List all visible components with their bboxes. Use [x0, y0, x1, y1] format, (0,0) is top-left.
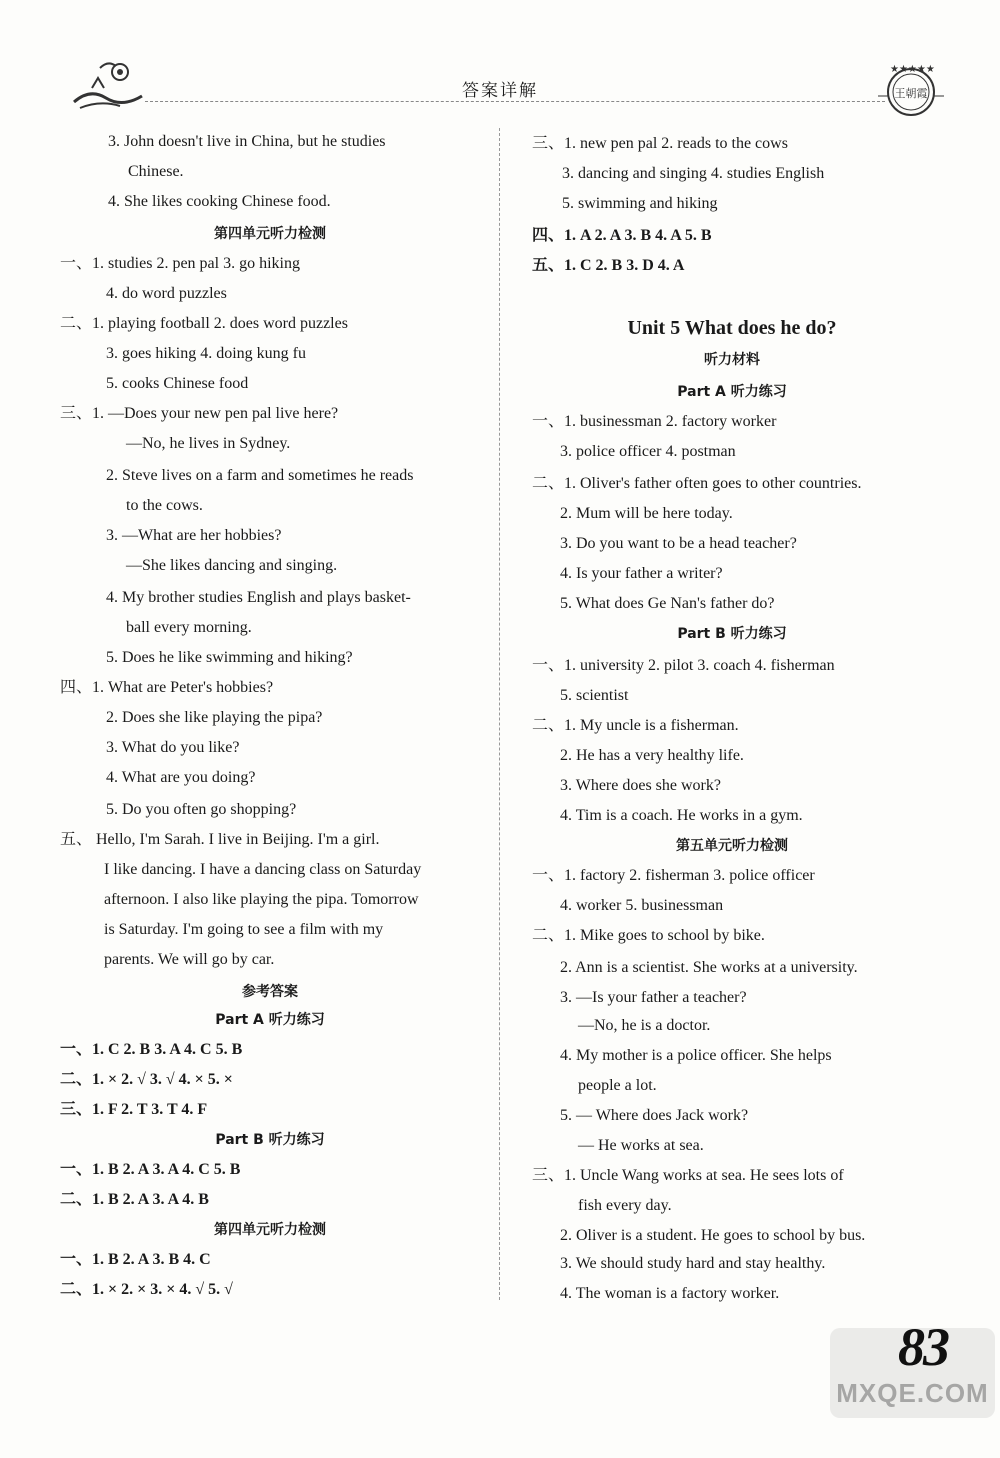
answer-line: 4. My brother studies English and plays basket-: [106, 589, 411, 606]
answer-line: 一、1. B 2. A 3. A 4. C 5. B: [60, 1161, 241, 1178]
answer-line: 三、1. F 2. T 3. T 4. F: [60, 1101, 208, 1118]
answer-line: Chinese.: [128, 163, 184, 180]
answer-line: —No, he lives in Sydney.: [126, 435, 291, 452]
answer-line: 4. She likes cooking Chinese food.: [108, 193, 331, 210]
answer-line: people a lot.: [578, 1077, 657, 1094]
answer-line: 一、1. factory 2. fisherman 3. police officer: [532, 867, 815, 884]
answer-line: 3. Do you want to be a head teacher?: [560, 535, 797, 552]
section-heading: Part A 听力练习: [215, 1012, 325, 1028]
header-title: 答案详解: [462, 81, 538, 101]
answer-line: 一、1. B 2. A 3. B 4. C: [60, 1251, 211, 1268]
answer-line: 一、1. C 2. B 3. A 4. C 5. B: [60, 1041, 243, 1058]
answer-line: 2. Steve lives on a farm and sometimes he reads: [106, 467, 414, 484]
answer-line: 4. What are you doing?: [106, 769, 256, 786]
section-heading: 参考答案: [242, 984, 298, 1000]
answer-line: 二、1. Oliver's father often goes to other countries.: [532, 475, 862, 492]
answer-line: 3. dancing and singing 4. studies English: [562, 165, 825, 182]
answer-line: afternoon. I also like playing the pipa. Tomorrow: [104, 891, 419, 908]
unit-title: Unit 5 What does he do?: [627, 317, 837, 339]
section-heading: Part A 听力练习: [677, 384, 787, 400]
answer-line: 4. My mother is a police officer. She helps: [560, 1047, 832, 1064]
answer-line: 三、1. Uncle Wang works at sea. He sees lots of: [532, 1167, 844, 1184]
answer-line: parents. We will go by car.: [104, 951, 275, 968]
answer-line: 四、1. What are Peter's hobbies?: [60, 679, 274, 696]
section-heading: 第四单元听力检测: [214, 226, 326, 242]
answer-line: 二、1. B 2. A 3. A 4. B: [60, 1191, 209, 1208]
answer-line: is Saturday. I'm going to see a film with my: [104, 921, 384, 938]
svg-text:★★★★★: ★★★★★: [890, 64, 935, 75]
answer-line: ball every morning.: [126, 619, 252, 636]
publisher-seal-icon: [876, 60, 946, 118]
watermark: MXQE.COM: [830, 1328, 995, 1418]
section-heading: 听力材料: [704, 352, 760, 368]
answer-line: 二、1. × 2. × 3. × 4. √ 5. √: [60, 1281, 233, 1298]
answer-line: 二、1. playing football 2. does word puzzles: [60, 315, 348, 332]
answer-line: 4. Tim is a coach. He works in a gym.: [560, 807, 803, 824]
section-heading: Part B 听力练习: [215, 1132, 325, 1148]
answer-line: 三、1. new pen pal 2. reads to the cows: [532, 135, 788, 152]
section-heading: 第四单元听力检测: [214, 1222, 326, 1238]
answer-line: 3. police officer 4. postman: [560, 443, 736, 460]
answer-line: 5. cooks Chinese food: [106, 375, 249, 392]
answer-line: 2. Oliver is a student. He goes to school by bus.: [560, 1227, 866, 1244]
answer-line: 5. Does he like swimming and hiking?: [106, 649, 353, 666]
section-heading: Part B 听力练习: [677, 626, 787, 642]
answer-line: 5. scientist: [560, 687, 629, 704]
answer-line: fish every day.: [578, 1197, 672, 1214]
answer-line: 3. We should study hard and stay healthy.: [560, 1255, 826, 1272]
answer-line: 一、1. businessman 2. factory worker: [532, 413, 777, 430]
answer-line: 二、1. My uncle is a fisherman.: [532, 717, 739, 734]
answer-line: 5. Do you often go shopping?: [106, 801, 297, 818]
answer-line: 二、1. × 2. √ 3. √ 4. × 5. ×: [60, 1071, 233, 1088]
answer-line: I like dancing. I have a dancing class on Saturday: [104, 861, 422, 878]
answer-line: 五、 Hello, I'm Sarah. I live in Beijing. I'm a girl.: [60, 831, 380, 848]
answer-line: 3. John doesn't live in China, but he studies: [108, 133, 386, 150]
answer-line: 4. Is your father a writer?: [560, 565, 723, 582]
answer-line: 4. worker 5. businessman: [560, 897, 724, 914]
answer-line: 3. —Is your father a teacher?: [560, 989, 747, 1006]
answer-line: — He works at sea.: [578, 1137, 704, 1154]
answer-line: 3. —What are her hobbies?: [106, 527, 282, 544]
answer-line: 3. goes hiking 4. doing kung fu: [106, 345, 306, 362]
answer-line: 三、1. —Does your new pen pal live here?: [60, 405, 339, 422]
answer-line: 二、1. Mike goes to school by bike.: [532, 927, 765, 944]
answer-line: 2. He has a very healthy life.: [560, 747, 744, 764]
column-divider: [499, 128, 500, 1300]
answer-line: to the cows.: [126, 497, 203, 514]
answer-line: —No, he is a doctor.: [578, 1017, 711, 1034]
section-heading: 第五单元听力检测: [676, 838, 788, 854]
answer-line: 5. What does Ge Nan's father do?: [560, 595, 775, 612]
answer-line: 四、1. A 2. A 3. B 4. A 5. B: [532, 227, 712, 244]
answer-line: 2. Ann is a scientist. She works at a university.: [560, 959, 858, 976]
page-number: 83: [898, 1317, 948, 1377]
answer-line: 2. Does she like playing the pipa?: [106, 709, 323, 726]
answer-line: 3. Where does she work?: [560, 777, 721, 794]
answer-line: 4. do word puzzles: [106, 285, 227, 302]
answer-line: 五、1. C 2. B 3. D 4. A: [532, 257, 685, 274]
answer-line: —She likes dancing and singing.: [126, 557, 338, 574]
answer-line: 5. swimming and hiking: [562, 195, 718, 212]
answer-line: 一、1. studies 2. pen pal 3. go hiking: [60, 255, 300, 272]
answer-line: 3. What do you like?: [106, 739, 240, 756]
header-rule: [145, 101, 885, 102]
page-header: [0, 0, 1000, 120]
answer-line: 一、1. university 2. pilot 3. coach 4. fisherman: [532, 657, 835, 674]
answer-line: 2. Mum will be here today.: [560, 505, 733, 522]
answer-line: 4. The woman is a factory worker.: [560, 1285, 780, 1302]
answer-line: 5. — Where does Jack work?: [560, 1107, 749, 1124]
svg-text:王朝霞: 王朝霞: [894, 87, 928, 100]
